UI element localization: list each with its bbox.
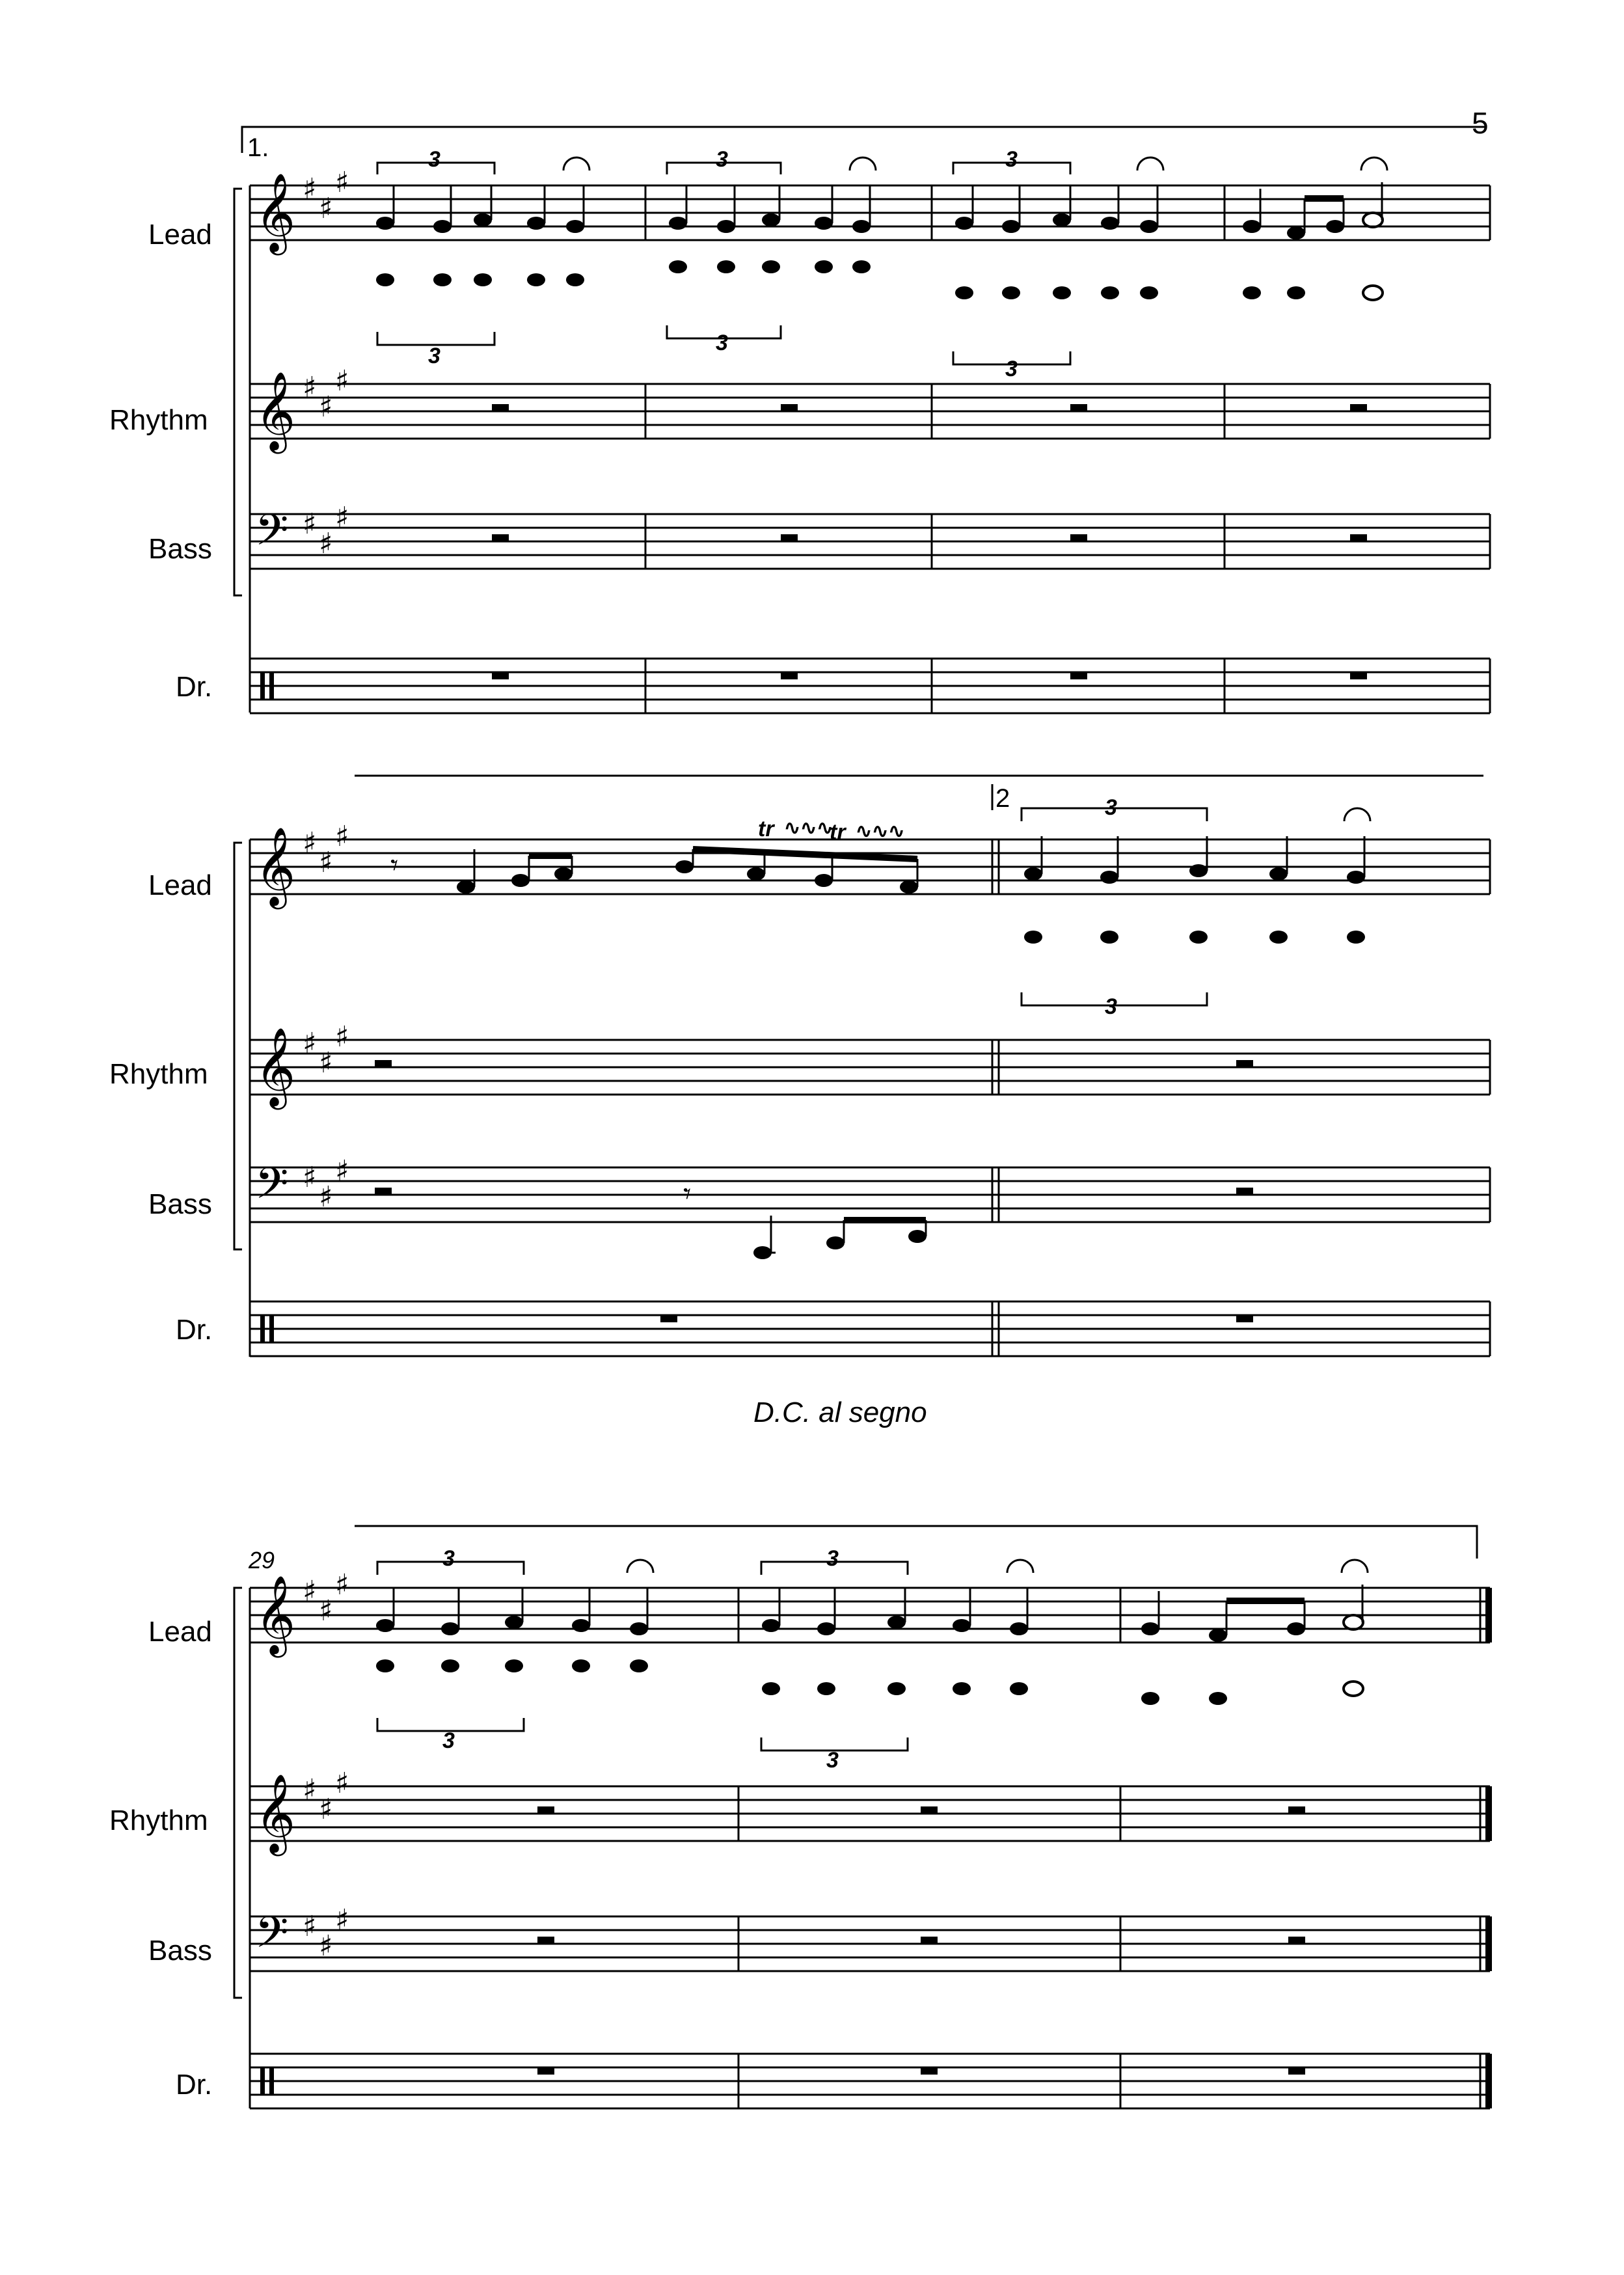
svg-text:3: 3: [826, 1546, 839, 1571]
svg-text:♯: ♯: [335, 1568, 349, 1601]
svg-text:♯: ♯: [319, 527, 333, 560]
svg-text:3: 3: [1105, 795, 1117, 820]
svg-text:3: 3: [442, 1546, 455, 1571]
label-bass: Bass: [148, 1188, 212, 1220]
svg-text:♯: ♯: [319, 1793, 333, 1826]
svg-text:𝄾: 𝄾: [683, 1176, 692, 1211]
svg-text:tr: tr: [830, 820, 846, 845]
staff-lead-2: [250, 839, 1490, 894]
volta-second-label: 2: [995, 784, 1010, 813]
treble-clef-icon: 𝄞: [255, 1773, 296, 1853]
svg-text:3: 3: [716, 331, 728, 355]
svg-text:3: 3: [428, 147, 440, 172]
staff-drums-3: [250, 2054, 1490, 2108]
svg-text:♯: ♯: [335, 1903, 349, 1937]
label-drums: Dr.: [176, 2069, 213, 2101]
double-barlines-2: [992, 839, 1490, 1356]
svg-text:♯: ♯: [335, 364, 349, 398]
svg-text:♯: ♯: [335, 1767, 349, 1800]
svg-text:3: 3: [442, 1728, 455, 1753]
page-number: 5: [1472, 106, 1489, 140]
label-rhythm: Rhythm: [109, 1805, 208, 1836]
treble-clef-icon: 𝄞: [255, 172, 296, 252]
svg-text:♯: ♯: [303, 371, 317, 404]
svg-text:♯: ♯: [303, 826, 317, 860]
svg-text:♯: ♯: [303, 1575, 317, 1608]
half-rests-2: [375, 1060, 1253, 1322]
svg-text:♯: ♯: [335, 166, 349, 199]
svg-text:3: 3: [716, 147, 728, 172]
svg-text:♯: ♯: [303, 1161, 317, 1194]
treble-clef-icon: 𝄞: [255, 1575, 296, 1654]
staff-bass-1: [250, 514, 1490, 569]
bass-clef-icon: 𝄢: [255, 1158, 289, 1219]
bass-clef-icon: 𝄢: [255, 1907, 289, 1968]
svg-text:♯: ♯: [335, 501, 349, 534]
svg-text:♯: ♯: [335, 1154, 349, 1188]
key-signature: [303, 820, 349, 1214]
treble-clef-icon: 𝄞: [255, 371, 296, 450]
svg-text:3: 3: [826, 1748, 839, 1773]
label-rhythm: Rhythm: [109, 404, 208, 436]
lead-notes-1: [376, 157, 1387, 364]
volta-first-label: 1.: [247, 133, 269, 162]
svg-text:♯: ♯: [319, 1046, 333, 1080]
staff-rhythm-1: [250, 384, 1490, 439]
svg-text:♯: ♯: [303, 1773, 317, 1806]
svg-text:♯: ♯: [303, 1910, 317, 1943]
label-bass: Bass: [148, 533, 212, 565]
label-rhythm: Rhythm: [109, 1058, 208, 1090]
bass-notes-2: [683, 1176, 927, 1259]
measure-number: 29: [249, 1547, 275, 1573]
system-1: [109, 127, 1490, 713]
system-2: [109, 776, 1490, 1357]
svg-text:♯: ♯: [335, 1020, 349, 1054]
system-3: [109, 1526, 1490, 2108]
key-signature: [303, 166, 349, 560]
svg-text:3: 3: [1005, 357, 1018, 381]
tuplet-labels-3: [442, 1546, 839, 1773]
label-drums: Dr.: [176, 671, 213, 703]
whole-rests-3: [537, 1806, 1305, 2075]
svg-text:♯: ♯: [303, 508, 317, 541]
da-capo-instruction: D.C. al segno: [753, 1396, 927, 1428]
label-lead: Lead: [148, 1616, 212, 1648]
staff-bass-2: [250, 1167, 1490, 1222]
barlines-3: [738, 1588, 1489, 2108]
svg-text:♯: ♯: [303, 1027, 317, 1060]
svg-text:3: 3: [1105, 994, 1117, 1019]
tuplet-labels-2: [1105, 795, 1117, 1019]
svg-text:♯: ♯: [319, 390, 333, 424]
svg-text:♯: ♯: [319, 1180, 333, 1214]
svg-text:∿∿∿: ∿∿∿: [784, 817, 833, 839]
svg-text:𝄾: 𝄾: [390, 847, 399, 882]
label-lead: Lead: [148, 869, 212, 901]
svg-text:♯: ♯: [303, 172, 317, 206]
staff-rhythm-2: [250, 1040, 1490, 1095]
label-bass: Bass: [148, 1935, 212, 1967]
staff-drums-2: [250, 1301, 1490, 1356]
svg-text:♯: ♯: [319, 846, 333, 879]
svg-text:♯: ♯: [319, 192, 333, 225]
svg-text:3: 3: [1005, 147, 1018, 172]
label-lead: Lead: [148, 219, 212, 251]
treble-clef-icon: 𝄞: [255, 826, 296, 906]
svg-text:∿∿∿: ∿∿∿: [856, 821, 905, 842]
treble-clef-icon: 𝄞: [255, 1027, 296, 1106]
svg-text:♯: ♯: [335, 820, 349, 853]
svg-text:tr: tr: [758, 817, 774, 841]
label-drums: Dr.: [176, 1314, 213, 1346]
key-signature: [303, 1568, 349, 1963]
staff-drums-1: [250, 659, 1490, 713]
bass-clef-icon: 𝄢: [255, 505, 289, 565]
svg-text:♯: ♯: [319, 1594, 333, 1628]
trill-marks: [758, 817, 904, 845]
svg-text:3: 3: [428, 344, 440, 368]
svg-text:♯: ♯: [319, 1929, 333, 1963]
